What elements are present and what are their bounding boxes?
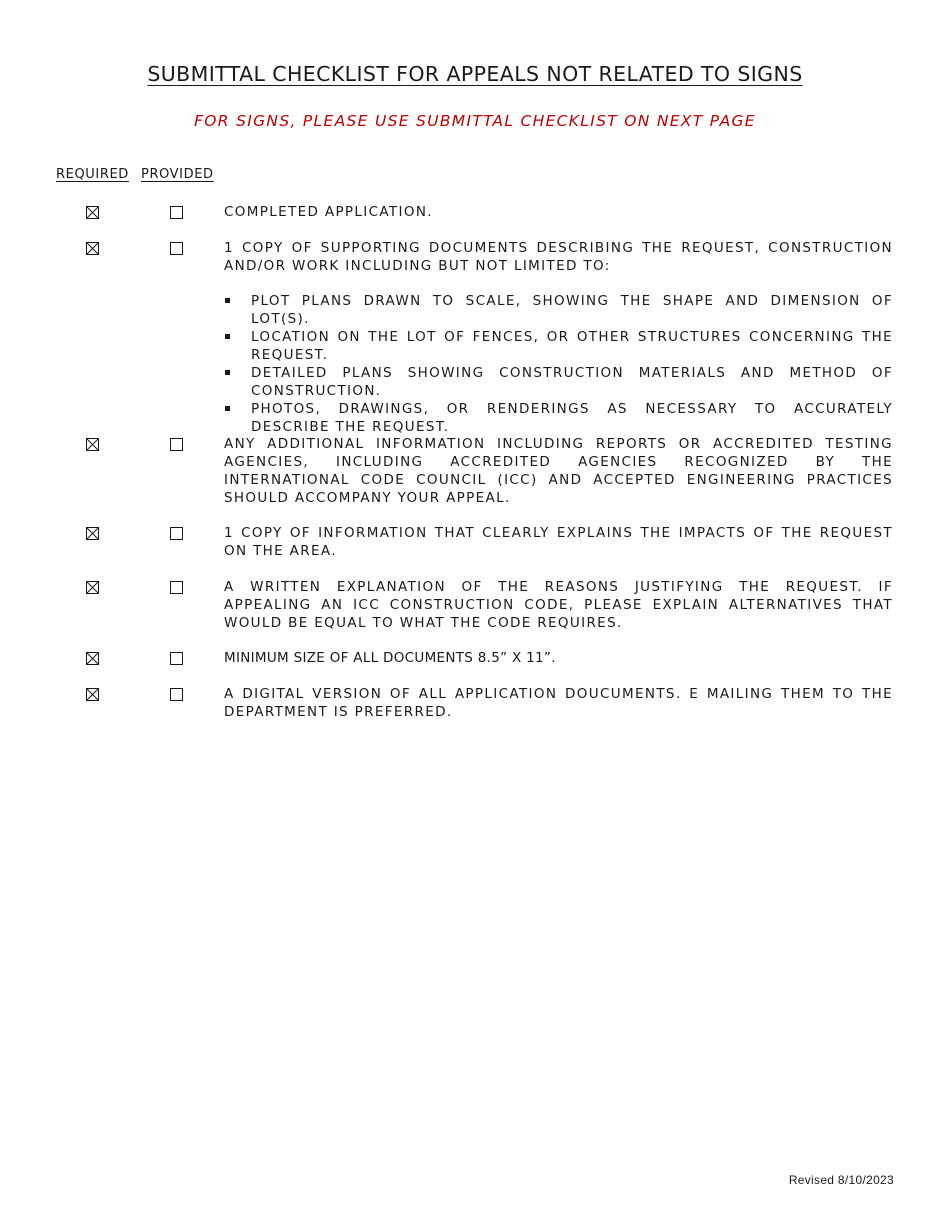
square-bullet-icon xyxy=(225,406,230,411)
checklist-item-text: ANY ADDITIONAL INFORMATION INCLUDING REPORTS OR ACCREDITED TESTING AGENCIES, INCLUDING ACCREDITED AGENCIES RECOGNIZED BY THE INTERNATIONAL CODE COUNCIL (ICC) AND ACCEPTED ENGINEERING PRACTICES SHOULD ACCOMPANY YOUR APPEAL. xyxy=(224,436,893,506)
checklist-item-text: 1 COPY OF INFORMATION THAT CLEARLY EXPLAINS THE IMPACTS OF THE REQUEST ON THE AREA. xyxy=(224,525,893,559)
required-checkbox[interactable] xyxy=(86,242,99,255)
required-column-header: REQUIRED xyxy=(56,167,129,182)
bullet-item xyxy=(224,292,893,328)
required-checkbox[interactable] xyxy=(86,527,99,540)
bullet-text: LOCATION ON THE LOT OF FENCES, OR OTHER STRUCTURES CONCERNING THE REQUEST. xyxy=(251,329,893,363)
required-checkbox[interactable] xyxy=(86,688,99,701)
x-check-icon xyxy=(87,207,98,218)
bullet-item xyxy=(224,328,893,364)
x-check-icon xyxy=(87,653,98,664)
provided-checkbox[interactable] xyxy=(170,652,183,665)
page-title: SUBMITTAL CHECKLIST FOR APPEALS NOT RELATED TO SIGNS xyxy=(147,62,803,86)
checklist-item-text: MINIMUM SIZE OF ALL DOCUMENTS 8.5” X 11”. xyxy=(224,650,556,666)
x-check-icon xyxy=(87,439,98,450)
x-check-icon xyxy=(87,689,98,700)
bullet-item xyxy=(224,400,893,436)
x-check-icon xyxy=(87,528,98,539)
checklist-item-text: COMPLETED APPLICATION. xyxy=(224,204,433,220)
square-bullet-icon xyxy=(225,298,230,303)
checklist-item-text: 1 COPY OF SUPPORTING DOCUMENTS DESCRIBING THE REQUEST, CONSTRUCTION AND/OR WORK INCLUDING BUT NOT LIMITED TO: xyxy=(224,240,893,274)
provided-checkbox[interactable] xyxy=(170,438,183,451)
bullet-text: PHOTOS, DRAWINGS, OR RENDERINGS AS NECESSARY TO ACCURATELY DESCRIBE THE REQUEST. xyxy=(251,401,893,435)
checklist-item-text: A WRITTEN EXPLANATION OF THE REASONS JUSTIFYING THE REQUEST. IF APPEALING AN ICC CONSTRUCTION CODE, PLEASE EXPLAIN ALTERNATIVES THAT WOULD BE EQUAL TO WHAT THE CODE REQUIRES. xyxy=(224,579,893,631)
requirement-bullet-list xyxy=(224,292,893,436)
square-bullet-icon xyxy=(225,370,230,375)
required-checkbox[interactable] xyxy=(86,652,99,665)
provided-checkbox[interactable] xyxy=(170,581,183,594)
checklist-item-text: A DIGITAL VERSION OF ALL APPLICATION DOUCUMENTS. E MAILING THEM TO THE DEPARTMENT IS PREFERRED. xyxy=(224,686,893,720)
page-subtitle: FOR SIGNS, PLEASE USE SUBMITTAL CHECKLIST ON NEXT PAGE xyxy=(194,112,756,130)
square-bullet-icon xyxy=(225,334,230,339)
bullet-item xyxy=(224,364,893,400)
x-check-icon xyxy=(87,243,98,254)
required-checkbox[interactable] xyxy=(86,581,99,594)
required-checkbox[interactable] xyxy=(86,438,99,451)
required-checkbox[interactable] xyxy=(86,206,99,219)
provided-checkbox[interactable] xyxy=(170,527,183,540)
revision-date: Revised 8/10/2023 xyxy=(788,1173,894,1187)
provided-column-header: PROVIDED xyxy=(141,167,214,182)
bullet-text: DETAILED PLANS SHOWING CONSTRUCTION MATERIALS AND METHOD OF CONSTRUCTION. xyxy=(251,365,893,399)
provided-checkbox[interactable] xyxy=(170,206,183,219)
x-check-icon xyxy=(87,582,98,593)
provided-checkbox[interactable] xyxy=(170,242,183,255)
provided-checkbox[interactable] xyxy=(170,688,183,701)
bullet-text: PLOT PLANS DRAWN TO SCALE, SHOWING THE SHAPE AND DIMENSION OF LOT(S). xyxy=(251,293,893,327)
